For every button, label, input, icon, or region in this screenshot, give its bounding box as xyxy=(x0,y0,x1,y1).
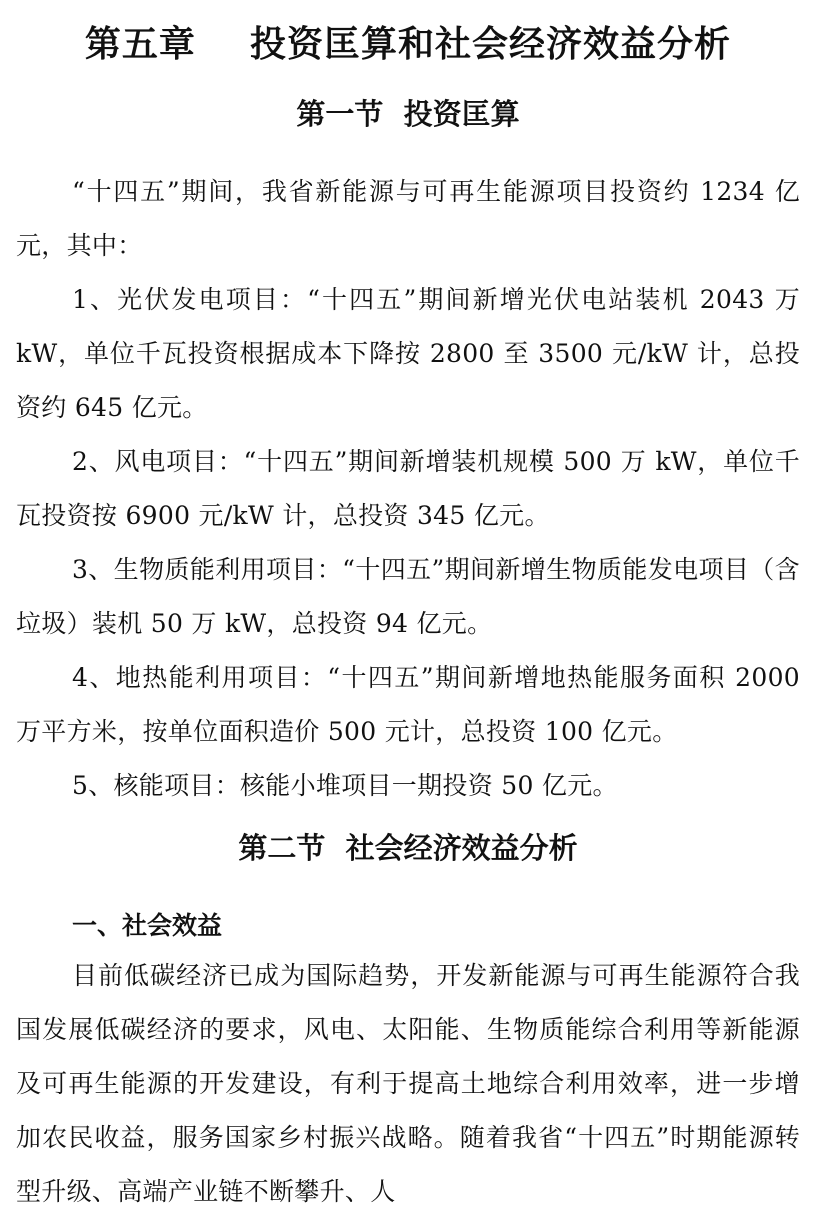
social-benefits-heading: 一、社会效益 xyxy=(72,911,223,940)
paragraph-social-benefits: 目前低碳经济已成为国际趋势，开发新能源与可再生能源符合我国发展低碳经济的要求，风电、太阳能、生物质能综合利用等新能源及可再生能源的开发建设，有利于提高土地综合利用效率，进一步增加农民收益，服务国家乡村振兴战略。随着我省“十四五”时期能源转型升级、高端产业链不断攀升、人 xyxy=(16,961,800,1206)
paragraph-biomass: 3、生物质能利用项目：“十四五”期间新增生物质能发电项目（含垃圾）装机 50 万 kW，总投资 94 亿元。 xyxy=(16,555,800,638)
paragraph-solar-pv: 1、光伏发电项目：“十四五”期间新增光伏电站装机 2043 万 kW，单位千瓦投资根据成本下降按 2800 至 3500 元/kW 计，总投资约 645 亿元。 xyxy=(16,285,800,422)
paragraph-wind-power: 2、风电项目：“十四五”期间新增装机规模 500 万 kW，单位千瓦投资按 6900 元/kW 计，总投资 345 亿元。 xyxy=(16,447,800,530)
paragraph-geothermal: 4、地热能利用项目：“十四五”期间新增地热能服务面积 2000 万平方米，按单位面积造价 500 元计，总投资 100 亿元。 xyxy=(16,663,800,746)
section-2-title: 第二节 社会经济效益分析 xyxy=(238,831,578,865)
section-1-title: 第一节 投资匡算 xyxy=(296,97,520,131)
paragraph-investment-total: “十四五”期间，我省新能源与可再生能源项目投资约 1234 亿元，其中： xyxy=(16,177,800,260)
chapter-title: 第五章 投资匡算和社会经济效益分析 xyxy=(84,24,732,65)
paragraph-nuclear: 5、核能项目：核能小堆项目一期投资 50 亿元。 xyxy=(72,771,618,800)
